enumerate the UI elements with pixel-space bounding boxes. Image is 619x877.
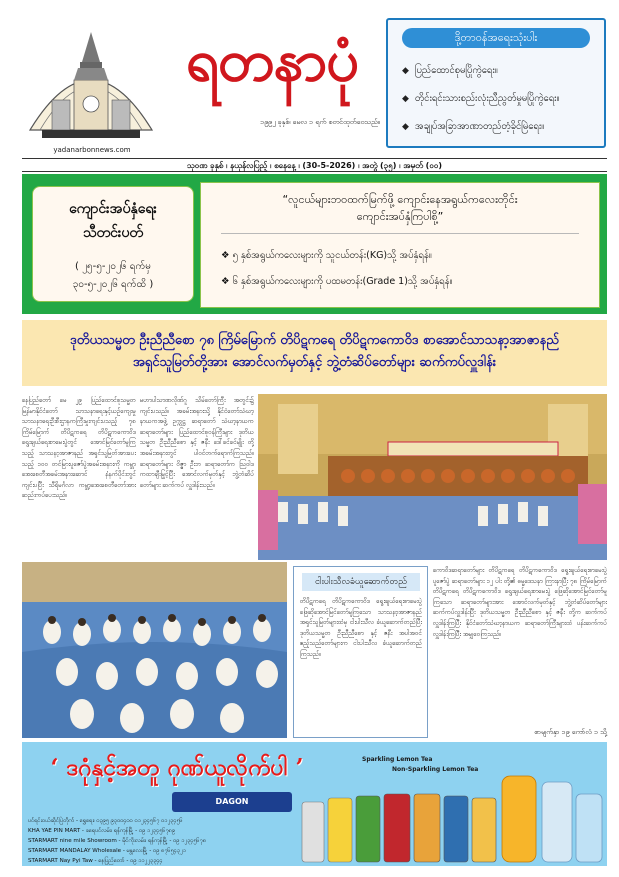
founded-line: ၁၉၉၂ ခုနှစ်၊ မေလ ၁ ရက် စတင်ထုတ်ဝေသည်။ [260,118,380,126]
slogan-item: ◆ ပြည်ထောင်စုမပြိုကွဲရေး။ [402,65,498,76]
enrollment-quote: “လူငယ်များဘဝထက်မြက်ဖို့ ကျောင်းနေအရွယ်ကလေးတိုင်း ကျောင်းအပ်နှံကြပါစို့” [282,193,518,223]
ad-contact: STARMART nine mile Showroom - မိုင်ကိုးလမ်း၊ ရန်ကုန်မြို့ - ၀၉ ၁၂၃၄၅၆၇၈ [28,838,207,844]
slogan-item: ◆ တိုင်းရင်းသားစည်းလုံးညီညွတ်မှုမပြိုကွဲရေး။ [402,93,560,104]
continued-on-page: စာမျက်နှာ ၁၉ ကော်လံ ၁ သို့ [534,728,607,736]
dateline: သုဝဏ ခုနှစ် ၊ နယုန်လပြည့် ၊ စနေနေ့ ၊ (30-5-2026) ၊ အတွဲ (၃၅) ၊ အမှတ် (၀၀) [22,158,607,172]
school-enrollment-banner [22,174,607,314]
headline-box [22,320,607,386]
enrollment-week-panel [32,186,194,302]
drink-cans-icon [292,772,607,866]
newspaper-emblem-icon [22,22,160,144]
ad-contact: STARMART MANDALAY Wholesale - မန္တလေးမြို့ - ၀၉ ၈၇၆၅၄၃၂၁ [28,848,186,854]
ceremony-photo [258,394,607,560]
headline: ဒုတိယသမ္မတ ဦးညီညီစော ၇၈ ကြိမ်မြောက် တိပိဋကရေ တိပိဋကကောဝိဒ စာအောင်သာသနာ့အာဇာနည် အရှင်သူမြတ်တို့အား အောင်လက်မှတ်နှင့် ဘွဲ့တံဆိပ်တော်များ ဆက်ကပ်လှူဒါန်း [70,333,559,370]
masthead-title: ရတနာပုံ [185,26,359,94]
ad-tag-sparkling: Sparkling Lemon Tea [362,756,433,763]
ad-slogan: ‘ ဒဂုံနှင့်အတူ ဂုဏ်ယူလိုက်ပါ ’ [50,754,304,781]
enrollment-item-kg: ❖ ၅ နှစ်အရွယ်ကလေးများကို သူငယ်တန်း(KG)သို့ အပ်နှံရန်။ [221,250,432,261]
enrollment-subtitle: သီတင်းပတ် [82,225,144,241]
enrollment-item-grade1: ❖ ၆ နှစ်အရွယ်ကလေးများကို ပထမတန်း(Grade 1)သို့ အပ်နှံရန်။ [221,276,453,287]
brand-logo: DAGON [172,792,292,812]
sidebar-text: တိပိဋကရေ တိပိဋကကောဝိဒ ရွေးချယ်ရေးစာမေးပွဲ ဖြေဆိုအောင်မြင်တော်မူကြသော သာသနာ့အာဇာနည် အရှင်သူမြတ်များထံမှ ငါးပါးသီလ ခံယူဆောက်တည်ပြီး ဒုတိယသမ္မတ ဦးညီညီစော နှင့် ဇနီး အပါအဝင် ဧည့်သည်တော်များက ငါးပါးသီလ ခံယူဆောက်တည်ကြသည်။ [300,598,422,658]
divider [221,233,579,234]
diamond-icon: ◆ [402,94,409,104]
slogan-box [386,18,606,148]
ad-contact: ပင်ရင်းဝယ်ဆိုင်ပြဲတိုက် - ရွှေရေး၊ ၀၃၉၅ ၉၃၀၀၄၀၀ ၀၁၂၃၄၅၆၇ ၀၁၂၃၄၅၆ [28,818,183,824]
enrollment-message-panel [200,182,600,308]
article-column-3: ကောဝိဒဆရာတော်များ တိပိဋကရေ တိပိဋကကောဝိဒ ရွေးချယ်ရေးစာမေးပွဲ ပူဇော်ပွဲ ဆရာတော်များ ၁၂ ပါး တို့၏ ဓမ္မဒေသနာ ကြားနာပြီး ၇၈ ကြိမ်မြောက် တိပိဋကရေ တိပိဋကကောဝိဒ ရွေးချယ်ရေးစာမေးပွဲ ဖြေဆိုအောင်မြင်တော်မူကြသော ဆရာတော်များအား အောင်လက်မှတ်နှင့် ဘွဲ့တံဆိပ်တော်များ ဆက်ကပ်လှူဒါန်းပြီး ဒုတိယသမ္မတ ဦးညီညီစော နှင့် ဇနီး တို့က ဆက်ကပ်လှူဒါန်းကြပြီး နိုင်ငံတော်သံဃာ့နာယက ဆရာတော်ကြီးများထံ ပန်းဆက်ကပ်လှူဒါန်းကြပြီး အမျှဝေကြသည်။ [433,567,607,638]
slogan-title: ဒို့တာဝန်အရေးသုံးပါး [402,28,590,48]
ad-contact: STARMART Nay Pyi Taw - နေပြည်တော် - ၀၉ ၁၁၂၂၃၃၄၄ [28,858,163,864]
article-column-1: နေပြည်တော် မေ ၂၉ ပြည်ထောင်စုသမ္မတမြန်မာနိုင်ငံတော် သာသနာရေးနှင့်ယဉ်ကျေးမှု သာသနာရေးဦးစီးဌာနကကြီးမှုးကျင်းပသည့် ၇၈ ကြိမ်မြောက် တိပိဋကရေ တိပိဋကကောဝိဒ ရွေးချယ်ရေးစာမေးပွဲတွင် အောင်မြင်တော်မူကြသည့် သာသနာ့အာဇာနည် အရှင်သူမြတ်အားပေးသည့် ၁၀၀ တင်မြားပူဇော်ပွဲအခမ်းအနားကို ကမ္ဘာအေးစေတီအခမ်းအနားဆောင် နံနက်ပိုင်းတွင် ကျင်းပပြီး သီရိမင်္ဂလာ ကမ္ဘာ့အေးစေတီတော်အား ဆည်းကပ်ပေးသည်။ [22,397,136,500]
article-column-2: မဟာပါသာဏလိုဏ်ဂူ သိမ်တော်ကြီး အတွင်း၌ ကျင်းပသည်။ အခမ်းအနားသို့ နိုင်ငံတော်သံဃာ့နာယကအဖွဲ့ ဥက္ကဋ္ဌ ဆရာတော် သံဃာ့နာယက ဆရာတော်များ ပြည်ထောင်စုဝန်ကြီးများ ဒုတိယသမ္မတ ဦးညီညီစော နှင့် ဇနီး ဒေါ်ခင်ခင်မျိုး တို့ အခမ်းအနားတွင် ပါဝင်တက်ရောက်ကြသည်။ ဆရာတော်များ ဝိဇ္ဇာ ဦးဘ ဆရာတော်က သြဝါဒ ကထာချီးမြှင့်ပြီး အောင်လက်မှတ်နှင့် ဘွဲ့တံဆိပ်တော်များ ဆက်ကပ် လှူဒါန်းသည်။ [140,397,254,489]
dagon-advertisement [22,742,607,866]
precepts-sidebar [293,566,428,738]
audience-photo [22,562,287,738]
ad-tag-non-sparkling: Non-Sparkling Lemon Tea [392,766,479,773]
slogan-item: ◆ အချုပ်အခြာအာဏာတည်တံ့ခိုင်မြဲရေး။ [402,121,545,132]
enrollment-title: ကျောင်းအပ်နှံရေး [69,201,157,217]
diamond-icon: ◆ [402,66,409,76]
site-url: yadanarbonnews.com [53,146,131,154]
date-range-start: ( ၂၅-၅-၂၀၂၆ ရက်မှ [75,261,151,272]
sidebar-title: ငါးပါးသီလခံယူဆောက်တည် [302,573,420,591]
diamond-icon: ◆ [402,122,409,132]
ad-contact: KHA YAE PIN MART - ခရေပင်လမ်း၊ ရန်ကုန်မြို့ - ၀၉ ၁၂၃၄၅၆၇၈၉ [28,828,176,834]
date-range-end: ၃၀-၅-၂၀၂၆ ရက်ထိ ) [72,279,154,290]
